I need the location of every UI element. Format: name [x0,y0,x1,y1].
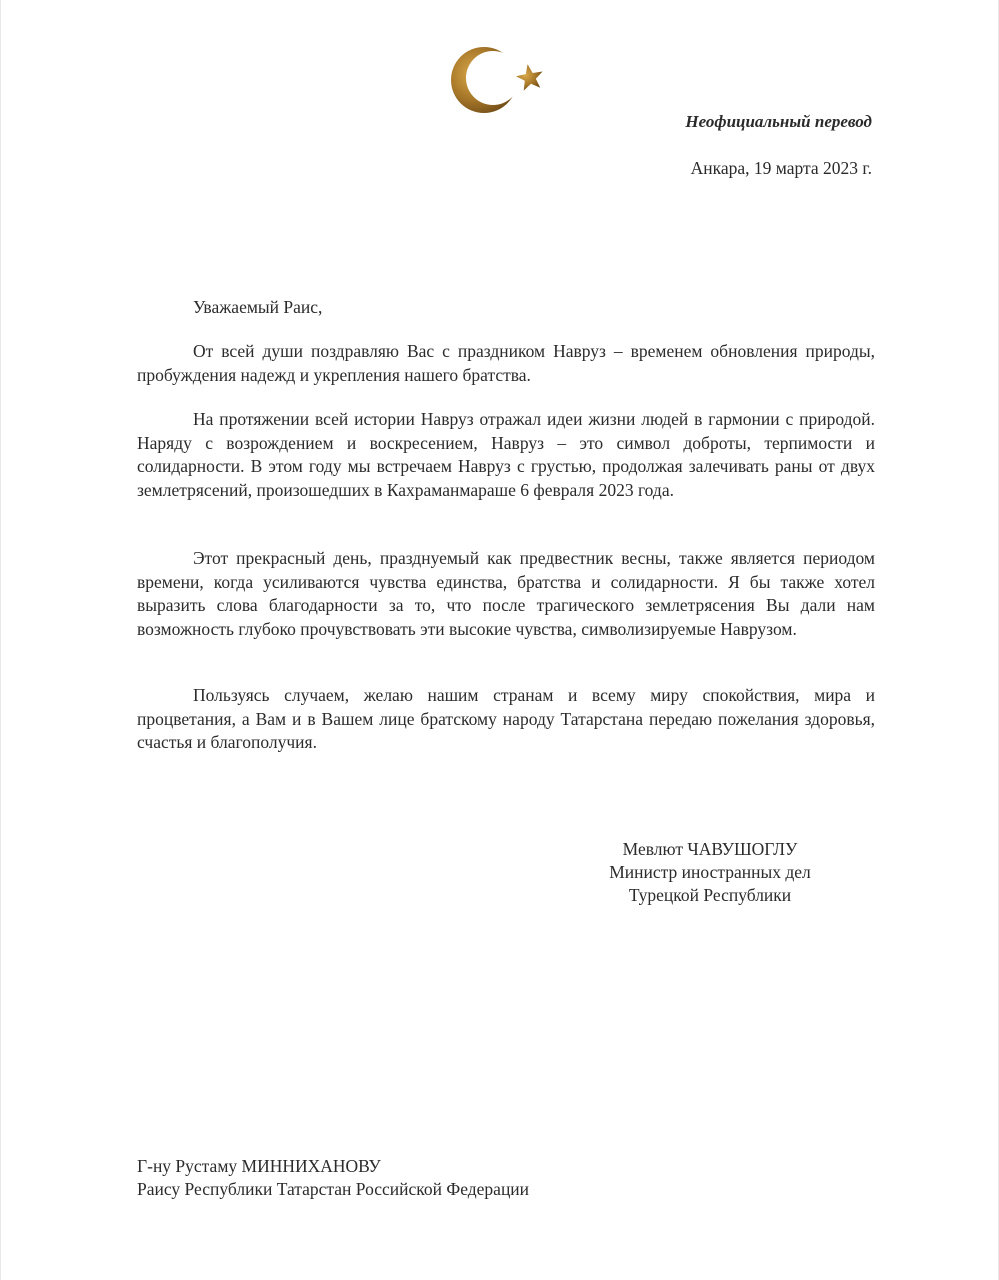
paragraph: Этот прекрасный день, празднуемый как предвестник весны, также является периодом времени, когда усиливаются чувства единства, братства и солидарности. Я бы также хотел выразить слова благодарности за то, что после трагического землетрясения Вы дали нам возможность глубоко прочувствовать эти высокие чувства, символизируемые Наврузом. [137,548,875,639]
signatory-name: Мевлют ЧАВУШОГЛУ [622,839,798,859]
paragraph: На протяжении всей истории Навруз отражал идеи жизни людей в гармонии с природой. Наряду с возрождением и воскресением, Навруз – это символ доброты, терпимости и солидарности. В этом году мы встречаем Навруз с грустью, продолжая залечивать раны от двух землетрясений, произошедших в Кахраманмараше 6 февраля 2023 года. [137,409,875,500]
crescent-star-icon [448,42,552,118]
signatory-country: Турецкой Республики [628,885,792,905]
paragraph: Пользуясь случаем, желаю нашим странам и всему миру спокойствия, мира и процветания, а Вам и в Вашем лице братскому народу Татарстана передаю пожелания здоровья, счастья и благополучия. [137,685,875,752]
addressee-block [137,1155,529,1201]
addressee-name: Г-ну Рустаму МИННИХАНОВУ [137,1156,381,1176]
signatory-title: Министр иностранных дел [609,862,811,882]
addressee-title: Раису Республики Татарстан Российской Федерации [137,1179,530,1199]
signature-block [592,838,828,907]
paragraph: От всей души поздравляю Вас с праздником Навруз – временем обновления природы, пробуждения надежд и укрепления нашего братства. [137,341,875,385]
place-date: Анкара, 19 марта 2023 г. [690,158,872,178]
unofficial-translation-note: Неофициальный перевод [685,112,872,131]
salutation: Уважаемый Раис, [193,297,323,317]
